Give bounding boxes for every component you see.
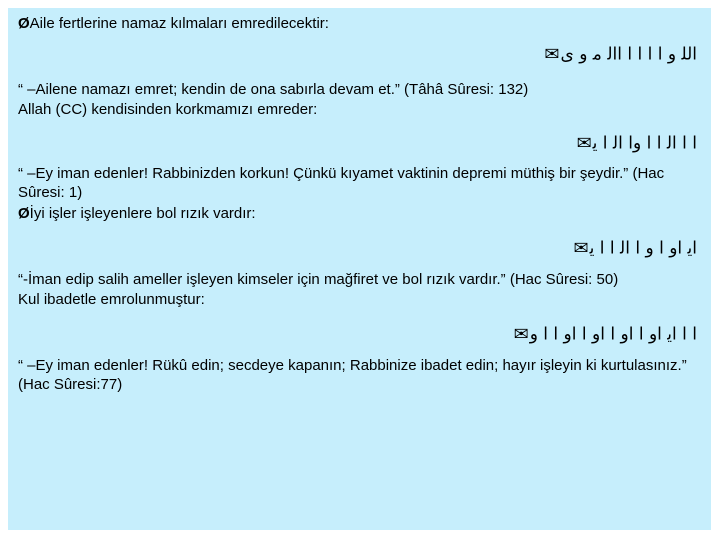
quote-line: Allah (CC) kendisinden korkmamızı emreder: (18, 101, 318, 118)
quote-line: “ –Ey iman edenler! Rükû edin; secdeye kapanın; Rabbinize ibadet edin; hayır işleyin ki kurtulasınız.” (Hac Sûresi:77) (18, 357, 687, 393)
arabic-verse-4 (512, 324, 697, 345)
arabic-verse-2 (575, 133, 697, 154)
envelope-icon: ✉ (513, 324, 530, 345)
arabic-text: ﺍ ﺍ ﺍﻟ ﺍ ﺍ ﻭﺍ ﺍﻟ ﺍ ﻳ (592, 133, 697, 154)
arabic-verse-3 (572, 238, 697, 259)
quote-line: “-İman edip salih ameller işleyen kimseler için mağfiret ve bol rızık vardır.” (Hac Sûresi: 50) (18, 271, 619, 288)
arabic-text: ﺍﻳ ﺍﻭ ﺍ ﻭ ﺍ ﺍﻟ ﺍ ﺍ ﻳ (589, 238, 697, 259)
envelope-icon: ✉ (576, 133, 593, 154)
heading-text: Aile fertlerine namaz kılmaları emredilecektir: (29, 15, 329, 32)
quote-line: “ –Ey iman edenler! Rabbinizden korkun! Çünkü kıyamet vaktinin depremi müthiş bir şeydir.” (Hac Sûresi: 1) (18, 165, 665, 201)
quote-line: Kul ibadetle emrolunmuştur: (18, 291, 205, 308)
arabic-verse-1 (542, 44, 697, 65)
quote-line: “ –Ailene namazı emret; kendin de ona sabırla devam et.” (Tâhâ Sûresi: 132) (18, 81, 529, 98)
arabic-text: ﺍﻟﻠ ﻭ ﺍ ﺍ ﺍ ﺍ ﺍﺍﻟ ﻣ ﻭ ﻯ (560, 44, 697, 65)
arrow-bullet-icon: Ø (18, 205, 30, 222)
envelope-icon: ✉ (544, 44, 561, 65)
heading-family-prayer (18, 14, 701, 33)
heading-good-deeds (18, 204, 701, 223)
arabic-text: ﺍ ﺍ ﺍﻳ ﺍﻭ ﺍ ﺍﻭ ﺍ ﺍﻭ ﺍ ﺍﻭ ﺍ ﺍ ﻭ (529, 324, 697, 345)
heading-text: İyi işler işleyenlere bol rızık vardır: (29, 205, 256, 222)
arrow-bullet-icon: Ø (18, 15, 30, 32)
envelope-icon: ✉ (573, 238, 590, 259)
slide (8, 8, 711, 530)
